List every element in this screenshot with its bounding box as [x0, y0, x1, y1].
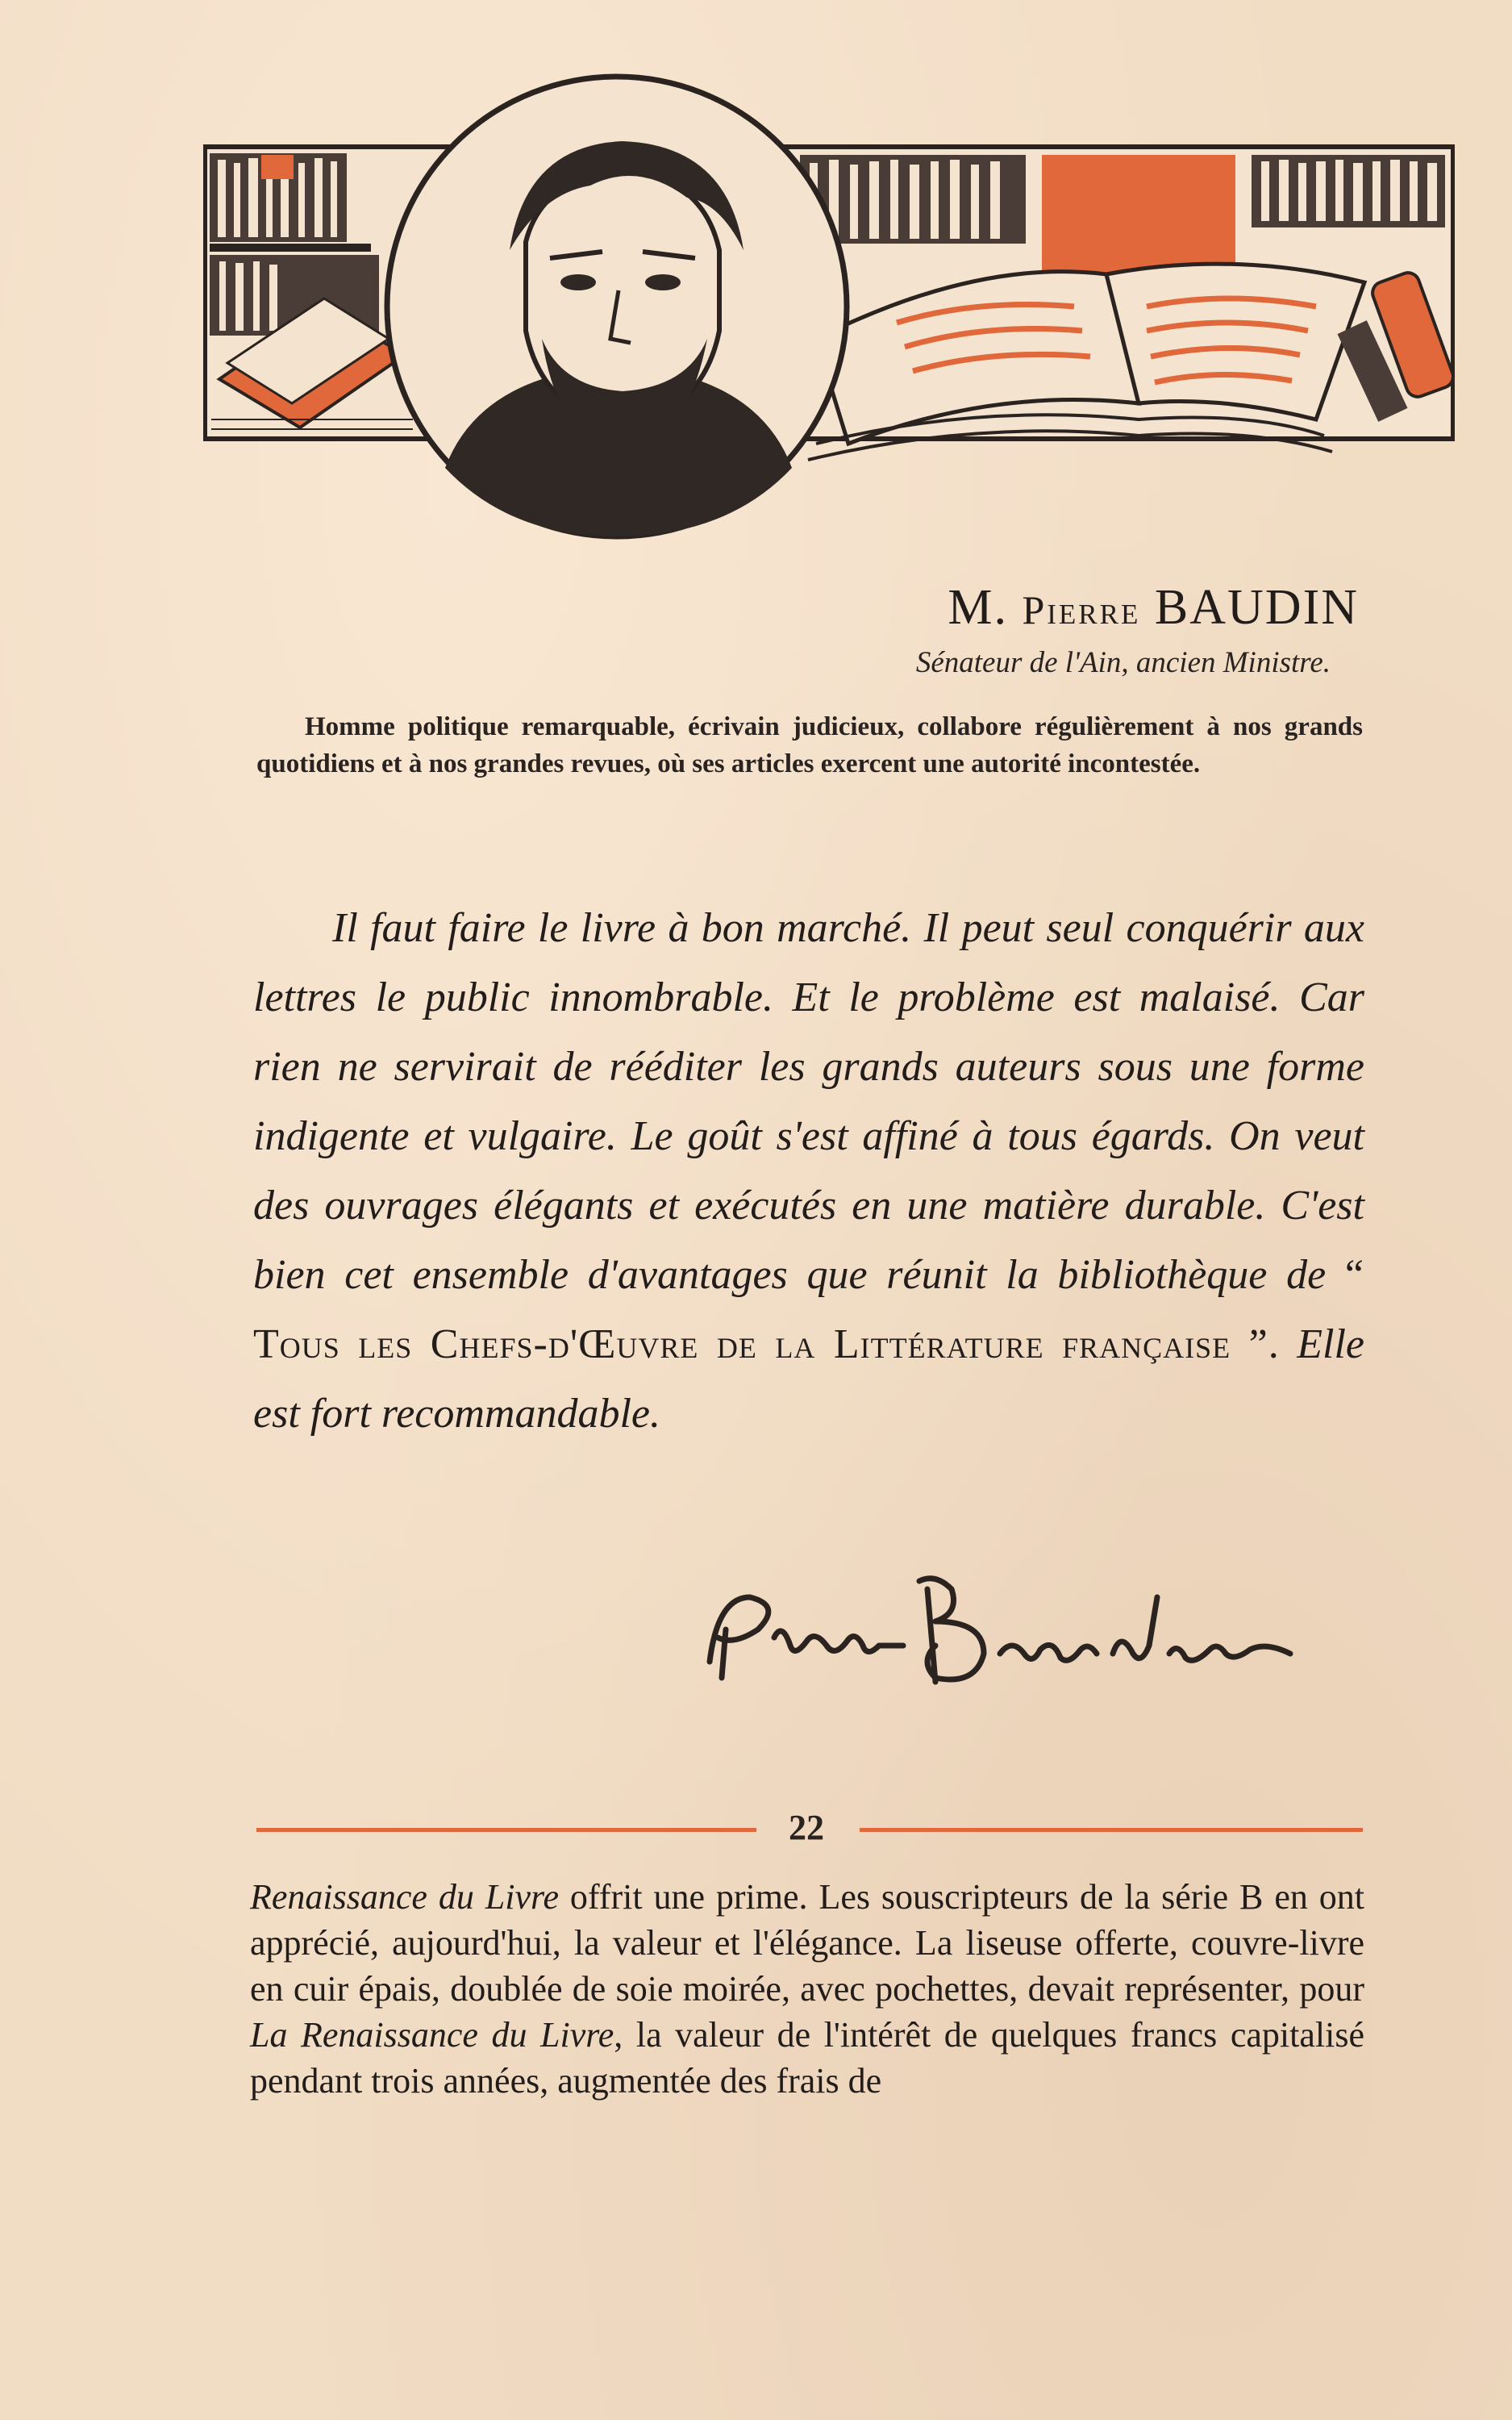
portrait-illustration: [203, 65, 1455, 549]
quote-closing: Elle est fort recommandable.: [253, 1321, 1364, 1437]
continued-paragraph: [250, 1874, 1364, 2104]
author-bio: Homme politique remarquable, écrivain judicieux, collabore régulièrement à nos grands quotidiens et à nos grandes revues, où ses articles exercent une autorité incontestée.: [256, 712, 1363, 778]
author-first-name: Pierre: [1022, 587, 1141, 632]
paragraph-text: , la valeur de l'intérêt de quelques francs capitalisé pendant trois années, augmentée des frais de: [250, 2015, 1364, 2101]
quote-text: Il faut faire le livre à bon marché. Il peut seul conquérir aux lettres le public innombrable. Et le problème est malaisé. Car rien ne servirait de rééditer les grands auteurs sous une forme indigente et vulgaire. Le goût s'est affiné à tous égards. On veut des ouvrages élégants et exécutés en une matière durable. C'est bien cet ensemble d'avantages que réunit la bibliothèque de: [253, 905, 1364, 1298]
author-last-name: BAUDIN: [1154, 580, 1359, 635]
divider-left: [256, 1828, 756, 1832]
divider-right: [860, 1828, 1363, 1832]
author-title: Sénateur de l'Ain, ancien Ministre.: [915, 646, 1331, 679]
italic-phrase: Renaissance du Livre: [250, 1877, 560, 1917]
italic-phrase: La Renaissance du Livre: [250, 2015, 614, 2055]
collection-title: “ Tous les Chefs-d'Œuvre de la Littérature française ”.: [253, 1252, 1365, 1367]
quote-paragraph: [253, 894, 1364, 1449]
page-number: 22: [789, 1808, 824, 1847]
author-name: M. Pierre BAUDIN: [948, 580, 1359, 635]
signature: [694, 1565, 1339, 1694]
paragraph-text: offrit une prime. Les souscripteurs de la série B en ont apprécié, aujourd'hui, la valeur et l'élégance. La liseuse offerte, couvre-livre en cuir épais, doublée de soie moirée, avec pochettes, devait représenter, pour: [250, 1877, 1364, 2009]
